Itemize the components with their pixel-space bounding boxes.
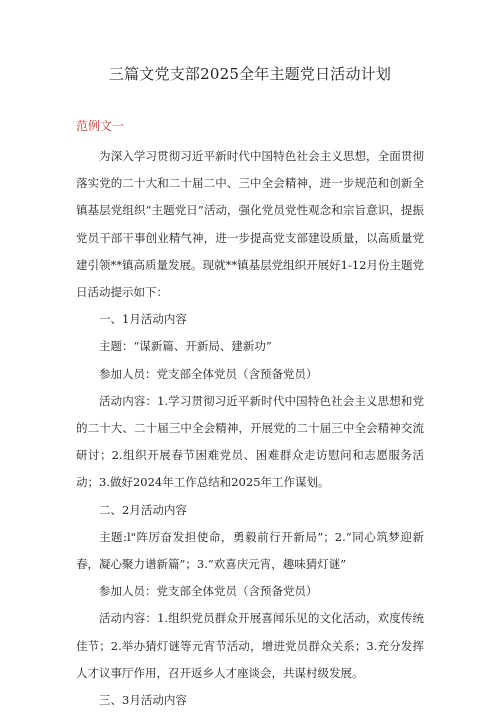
section-label: 范例文一 xyxy=(76,119,125,133)
intro-paragraph: 为深入学习贯彻习近平新时代中国特色社会主义思想，全面贯彻落实党的二十大和二十届二中、三中全会精神，进一步规范和创新全镇基层党组织“主题党日”活动，强化党员党性观念和宗旨意识，提振党员干部干事创业精气神，进一步提高党支部建设质量，以高质量党建引领**镇高质量发展。现就**镇基层党组织开展好1-12月份主题党日活动提示如下： xyxy=(76,149,424,300)
document-title: 三篇文党支部2025全年主题党日活动计划 xyxy=(108,65,392,83)
heading-march: 三、3月活动内容 xyxy=(99,693,187,708)
january-activities: 活动内容：1.学习贯彻习近平新时代中国特色社会主义思想和党的二十大、二十届三中全会精神，开展党的二十届三中全会精神交流研讨；2.组织开展春节困难党员、困难群众走访慰问和志愿服务活动；3.做好2024年工作总结和2025年工作谋划。 xyxy=(76,393,424,490)
february-theme: 主题:l"阵厉奋发担使命，勇毅前行开新局”；2.“同心筑梦迎新春，凝心聚力谱新篇”；3.“欢喜庆元宵，趣味猜灯谜” xyxy=(76,529,424,572)
heading-february: 二、2月活动内容 xyxy=(99,502,187,517)
january-theme: 主题：“谋新篇、开新局、建新功” xyxy=(99,339,272,354)
heading-january: 一、1月活动内容 xyxy=(99,312,187,327)
february-participants: 参加人员：党支部全体党员（含预备党员） xyxy=(99,584,318,599)
february-activities: 活动内容：1.组织党员群众开展喜闻乐见的文化活动，欢度传统佳节；2.举办猜灯谜等元宵节活动，增进党员群众关系；3.充分发挥人才议事厅作用，召开返乡人才座谈会，共谋村级发展。 xyxy=(76,611,424,680)
january-participants: 参加人员：党支部全体党员（含预备党员） xyxy=(99,366,318,381)
document-body xyxy=(76,143,424,714)
